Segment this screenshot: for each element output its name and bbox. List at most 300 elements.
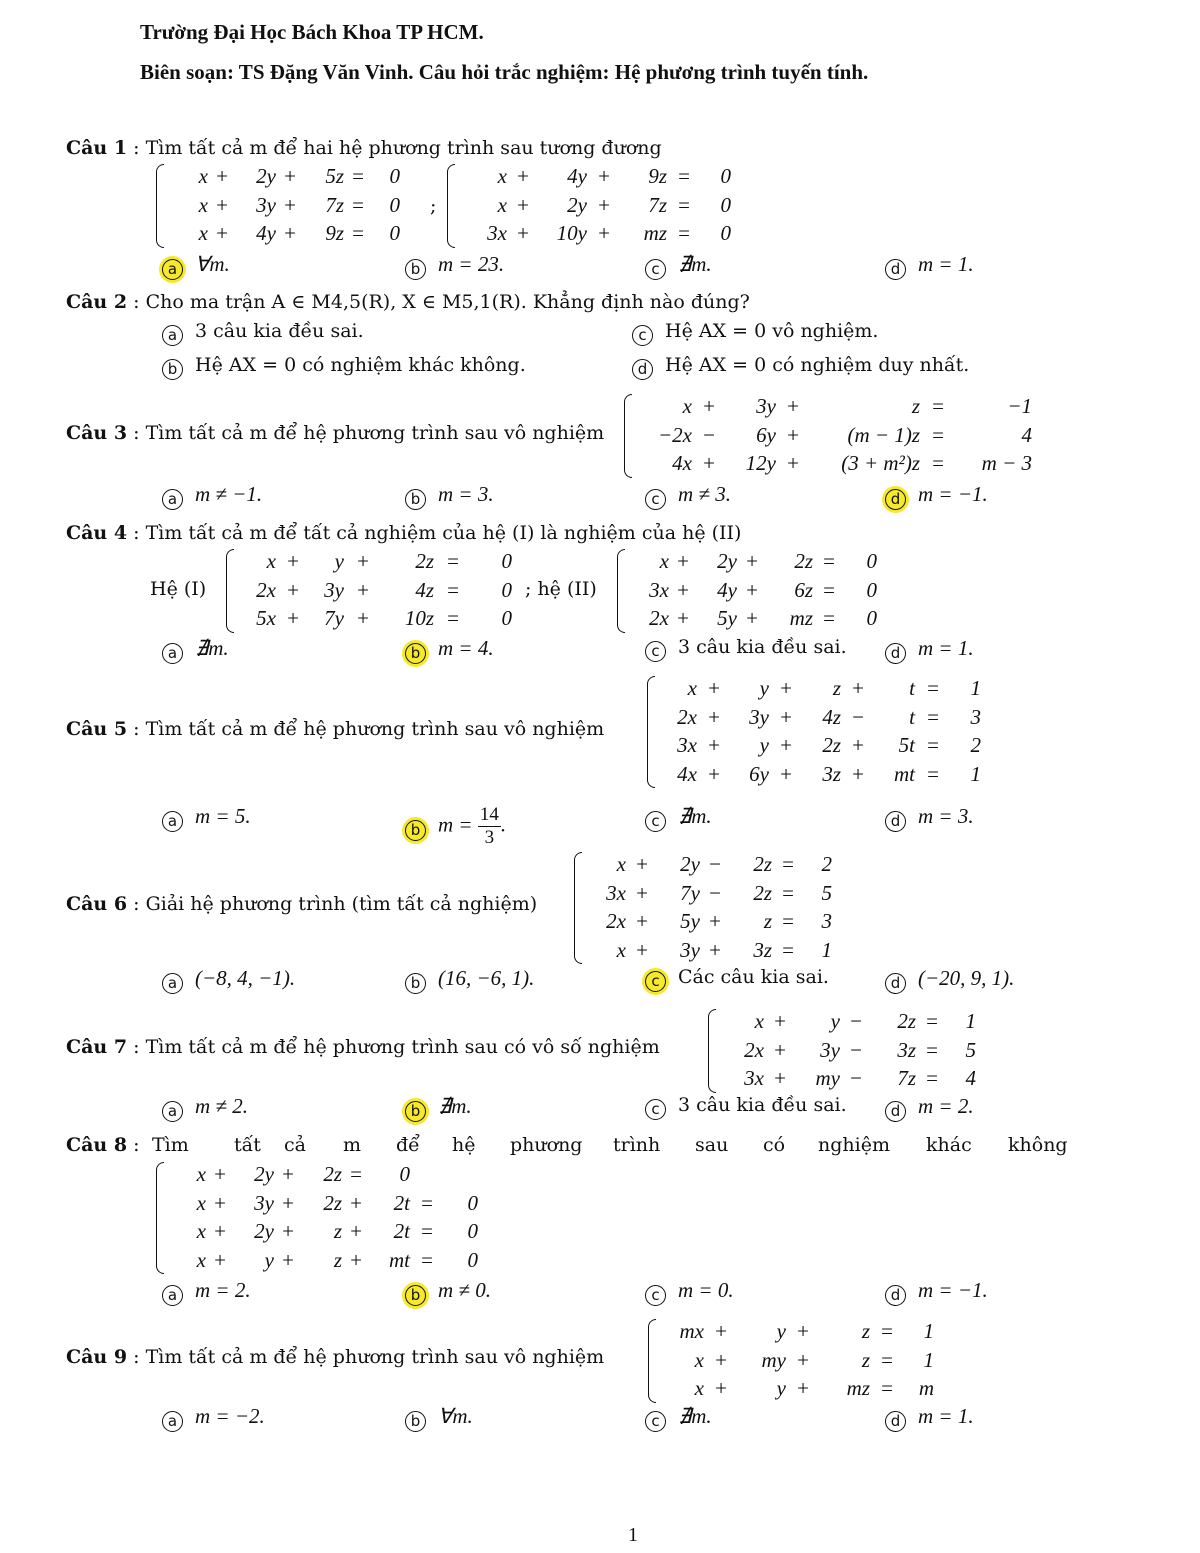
equation-term bbox=[444, 1160, 478, 1189]
equation-term: + bbox=[787, 394, 799, 419]
equation-term: = bbox=[678, 221, 690, 246]
equation-term: 2z bbox=[794, 549, 813, 574]
option-letter-a: a bbox=[162, 973, 183, 994]
equation-row bbox=[664, 1317, 934, 1346]
equation-row bbox=[724, 1064, 976, 1093]
equation-term: mt bbox=[389, 1247, 410, 1272]
equation-term: + bbox=[216, 164, 228, 189]
equation-term: (3 + m²)z bbox=[841, 451, 920, 476]
equation-term: −2x bbox=[658, 422, 692, 447]
question-prompt bbox=[66, 1036, 660, 1058]
option-letter-d: d bbox=[885, 973, 906, 994]
equation-term: + bbox=[282, 1219, 294, 1244]
equation-term: + bbox=[350, 1190, 362, 1215]
equation-term: 5 bbox=[821, 880, 832, 905]
equation-term: − bbox=[852, 704, 864, 729]
equation-term: 1 bbox=[821, 937, 832, 962]
equation-term: 0 bbox=[389, 192, 400, 217]
equation-term: 3 bbox=[821, 909, 832, 934]
equation-term: 2z bbox=[323, 1162, 342, 1187]
answer-option-a[interactable] bbox=[162, 1278, 251, 1306]
header-school: Trường Đại Học Bách Khoa TP HCM. bbox=[140, 20, 484, 44]
option-letter-a: a bbox=[162, 1411, 183, 1432]
option-text: (16, −6, 1). bbox=[438, 966, 535, 990]
equation-row bbox=[664, 1374, 934, 1403]
equation-term: 2x bbox=[256, 577, 276, 602]
answer-option-b[interactable] bbox=[405, 1094, 472, 1122]
equation-term: − bbox=[850, 1066, 862, 1091]
option-text: m = 0. bbox=[678, 1278, 734, 1302]
question-word: khác bbox=[926, 1134, 972, 1156]
equation-term: 3y bbox=[680, 937, 700, 962]
equation-term: = bbox=[823, 606, 835, 631]
equation-row bbox=[663, 674, 981, 703]
equation-row bbox=[172, 191, 400, 220]
answer-option-b[interactable] bbox=[405, 804, 506, 849]
option-letter-c: c bbox=[645, 641, 666, 662]
equation-term: = bbox=[447, 577, 459, 602]
option-text: m = 3. bbox=[438, 482, 494, 506]
question-word: nghiệm bbox=[818, 1134, 890, 1156]
question-word: để bbox=[396, 1134, 420, 1156]
option-letter-a: a bbox=[162, 325, 183, 346]
equation-term: + bbox=[780, 704, 792, 729]
equation-term: + bbox=[715, 1347, 727, 1372]
equation-term: + bbox=[797, 1347, 809, 1372]
equation-term: x bbox=[754, 1009, 764, 1034]
answer-option-a[interactable] bbox=[162, 1094, 248, 1122]
answer-option-a[interactable] bbox=[162, 966, 295, 994]
answer-option-c[interactable] bbox=[645, 482, 731, 510]
equation-system bbox=[463, 162, 731, 248]
equation-term: 12y bbox=[745, 451, 776, 476]
option-letter-a: a bbox=[162, 259, 183, 280]
equation-term: + bbox=[852, 676, 864, 701]
equation-term: + bbox=[282, 1190, 294, 1215]
answer-option-a[interactable] bbox=[162, 320, 364, 346]
equation-term: = bbox=[927, 733, 939, 758]
equation-term: 2y bbox=[256, 164, 276, 189]
equation-row bbox=[590, 907, 832, 936]
equation-term: + bbox=[677, 577, 689, 602]
answer-option-c[interactable] bbox=[645, 966, 829, 992]
system-label-I: Hệ (I) bbox=[150, 578, 207, 600]
system-separator: ; bbox=[430, 195, 437, 217]
equation-term: + bbox=[282, 1162, 294, 1187]
option-text: m = 2. bbox=[195, 1278, 251, 1302]
equation-system bbox=[663, 674, 981, 788]
equation-term: my bbox=[761, 1347, 786, 1372]
equation-term: 4z bbox=[822, 704, 841, 729]
equation-term: 2t bbox=[393, 1190, 410, 1215]
question-number: Câu 2 bbox=[66, 291, 128, 313]
system-brace bbox=[574, 852, 582, 964]
equation-term: x bbox=[687, 676, 697, 701]
fraction bbox=[478, 804, 501, 849]
equation-term: + bbox=[216, 221, 228, 246]
option-letter-c: c bbox=[645, 1411, 666, 1432]
option-text: m = 3. bbox=[918, 804, 974, 828]
option-text: m = 5. bbox=[195, 804, 251, 828]
answer-option-a[interactable] bbox=[162, 636, 229, 664]
equation-term: = bbox=[352, 192, 364, 217]
question-word: sau bbox=[695, 1134, 729, 1156]
answer-option-d[interactable] bbox=[885, 252, 974, 280]
equation-term: 5y bbox=[680, 909, 700, 934]
system-brace bbox=[226, 549, 234, 633]
question-text: : Giải hệ phương trình (tìm tất cả nghiệm) bbox=[127, 893, 538, 915]
equation-term: + bbox=[287, 549, 299, 574]
answer-option-b[interactable] bbox=[405, 1404, 473, 1432]
equation-term: + bbox=[797, 1376, 809, 1401]
equation-term: 0 bbox=[389, 221, 400, 246]
option-letter-c: c bbox=[645, 811, 666, 832]
question-number: Câu 1 bbox=[66, 137, 128, 159]
equation-system bbox=[724, 1007, 976, 1093]
answer-option-d[interactable] bbox=[885, 804, 974, 832]
option-text: ∄m. bbox=[195, 636, 229, 660]
equation-term: = bbox=[881, 1319, 893, 1344]
equation-term: + bbox=[780, 733, 792, 758]
equation-term: = bbox=[932, 422, 944, 447]
equation-term: 10z bbox=[404, 606, 434, 631]
equation-term: 0 bbox=[501, 549, 512, 574]
answer-option-b[interactable] bbox=[405, 482, 494, 510]
equation-term: + bbox=[787, 451, 799, 476]
equation-term: + bbox=[746, 606, 758, 631]
option-suffix: . bbox=[500, 812, 507, 837]
equation-term: + bbox=[284, 221, 296, 246]
equation-term: 3x bbox=[677, 733, 697, 758]
equation-term: + bbox=[284, 192, 296, 217]
option-text: m = −2. bbox=[195, 1404, 265, 1428]
equation-term: 3y bbox=[749, 704, 769, 729]
equation-row bbox=[172, 219, 400, 248]
answer-option-c[interactable] bbox=[645, 804, 712, 832]
option-letter-d: d bbox=[632, 359, 653, 380]
equation-term: x bbox=[682, 394, 692, 419]
equation-term: 4y bbox=[256, 221, 276, 246]
question-word: có bbox=[763, 1134, 786, 1156]
equation-term: 2z bbox=[415, 549, 434, 574]
equation-term: + bbox=[636, 852, 648, 877]
equation-row bbox=[663, 760, 981, 789]
system-brace bbox=[647, 676, 655, 788]
equation-term: 9z bbox=[648, 164, 667, 189]
equation-term: 3z bbox=[897, 1037, 916, 1062]
equation-term: 7z bbox=[325, 192, 344, 217]
equation-term: 0 bbox=[866, 606, 877, 631]
equation-term: = bbox=[881, 1347, 893, 1372]
equation-term: 1 bbox=[970, 676, 981, 701]
option-text: Hệ AX = 0 có nghiệm duy nhất. bbox=[665, 354, 970, 376]
answer-option-b[interactable] bbox=[405, 1278, 491, 1306]
question-prompt bbox=[66, 1134, 140, 1156]
answer-option-b[interactable] bbox=[405, 966, 534, 994]
option-letter-a: a bbox=[162, 489, 183, 510]
option-text: m ≠ 0. bbox=[438, 1278, 491, 1302]
equation-term: mt bbox=[894, 761, 915, 786]
equation-term: + bbox=[708, 761, 720, 786]
equation-term: x bbox=[497, 164, 507, 189]
option-text: ∄m. bbox=[678, 804, 712, 828]
equation-term: = bbox=[350, 1162, 362, 1187]
option-letter-b: b bbox=[405, 1411, 426, 1432]
equation-term: y bbox=[264, 1247, 274, 1272]
option-text: m = −1. bbox=[918, 482, 988, 506]
equation-term: y bbox=[830, 1009, 840, 1034]
equation-term: y bbox=[334, 549, 344, 574]
equation-term: 2y bbox=[680, 852, 700, 877]
question-number: Câu 5 bbox=[66, 718, 128, 740]
equation-term: = bbox=[881, 1376, 893, 1401]
equation-row bbox=[172, 1246, 478, 1275]
equation-term: = bbox=[782, 909, 794, 934]
equation-term: 3z bbox=[822, 761, 841, 786]
equation-term: 2t bbox=[393, 1219, 410, 1244]
option-letter-a: a bbox=[162, 643, 183, 664]
equation-term: − bbox=[850, 1009, 862, 1034]
equation-term: y bbox=[776, 1319, 786, 1344]
equation-term: 2x bbox=[649, 606, 669, 631]
equation-term: 5 bbox=[965, 1037, 976, 1062]
answer-option-d[interactable] bbox=[885, 966, 1014, 994]
equation-row bbox=[172, 1160, 478, 1189]
header-author: Biên soạn: TS Đặng Văn Vinh. Câu hỏi trắc nghiệm: Hệ phương trình tuyến tính. bbox=[140, 60, 869, 84]
system-brace bbox=[156, 1162, 164, 1274]
equation-term: 10y bbox=[556, 221, 587, 246]
equation-term: + bbox=[598, 221, 610, 246]
answer-option-b[interactable] bbox=[405, 252, 504, 280]
equation-row bbox=[590, 850, 832, 879]
equation-term: + bbox=[357, 577, 369, 602]
answer-option-b[interactable] bbox=[405, 636, 494, 664]
equation-row bbox=[463, 191, 731, 220]
equation-row bbox=[463, 219, 731, 248]
equation-term: mz bbox=[643, 221, 667, 246]
option-letter-b: b bbox=[405, 1285, 426, 1306]
equation-term: 0 bbox=[720, 192, 731, 217]
option-text: Các câu kia sai. bbox=[678, 966, 829, 988]
equation-row bbox=[640, 449, 1032, 478]
equation-term: + bbox=[598, 192, 610, 217]
equation-term: + bbox=[708, 704, 720, 729]
equation-term: 3y bbox=[256, 192, 276, 217]
option-text: ∄m. bbox=[678, 252, 712, 276]
option-text: m = 1. bbox=[918, 1404, 974, 1428]
question-number: Câu 3 bbox=[66, 422, 128, 444]
equation-term: 2z bbox=[897, 1009, 916, 1034]
equation-term: 0 bbox=[399, 1162, 410, 1187]
equation-term: x bbox=[198, 164, 208, 189]
question-prompt bbox=[66, 291, 750, 313]
option-letter-d: d bbox=[885, 1411, 906, 1432]
question-number: Câu 8 bbox=[66, 1134, 128, 1156]
equation-term: = bbox=[447, 606, 459, 631]
answer-option-d[interactable] bbox=[632, 354, 969, 380]
equation-term: = bbox=[352, 221, 364, 246]
answer-option-d[interactable] bbox=[885, 1404, 974, 1432]
equation-term: 6y bbox=[756, 422, 776, 447]
option-letter-b: b bbox=[405, 973, 426, 994]
question-number: Câu 4 bbox=[66, 522, 128, 544]
option-text: ∀m. bbox=[438, 1404, 473, 1428]
equation-term: + bbox=[746, 549, 758, 574]
option-text: m ≠ −1. bbox=[195, 482, 263, 506]
equation-row bbox=[633, 547, 877, 576]
equation-term: 4 bbox=[965, 1066, 976, 1091]
equation-term: + bbox=[703, 394, 715, 419]
equation-term: + bbox=[282, 1247, 294, 1272]
equation-term: 7z bbox=[648, 192, 667, 217]
equation-term: = bbox=[927, 676, 939, 701]
equation-term: + bbox=[677, 549, 689, 574]
equation-term: x bbox=[196, 1247, 206, 1272]
answer-option-c[interactable] bbox=[645, 1278, 734, 1306]
equation-term: + bbox=[774, 1037, 786, 1062]
answer-option-d[interactable] bbox=[885, 482, 988, 510]
equation-term: 2y bbox=[254, 1162, 274, 1187]
option-letter-b: b bbox=[405, 820, 426, 841]
equation-system bbox=[242, 547, 512, 633]
equation-term: 3y bbox=[254, 1190, 274, 1215]
equation-term: = bbox=[823, 549, 835, 574]
answer-option-b[interactable] bbox=[162, 354, 526, 380]
equation-term: = bbox=[782, 880, 794, 905]
equation-term: = bbox=[421, 1219, 433, 1244]
equation-term: + bbox=[350, 1219, 362, 1244]
option-letter-c: c bbox=[632, 325, 653, 346]
equation-term: + bbox=[284, 164, 296, 189]
system-brace bbox=[617, 549, 625, 633]
question-prompt bbox=[66, 422, 604, 444]
equation-term: 5z bbox=[325, 164, 344, 189]
equation-term: t bbox=[909, 704, 915, 729]
answer-option-a[interactable] bbox=[162, 804, 251, 832]
equation-term: −1 bbox=[1007, 394, 1032, 419]
equation-row bbox=[242, 576, 512, 605]
equation-term: 0 bbox=[389, 164, 400, 189]
equation-term: = bbox=[678, 164, 690, 189]
equation-term: + bbox=[517, 164, 529, 189]
question-number: Câu 6 bbox=[66, 893, 128, 915]
equation-term: 1 bbox=[923, 1347, 934, 1372]
option-text: m = 1. bbox=[918, 252, 974, 276]
option-text: m ≠ 2. bbox=[195, 1094, 248, 1118]
equation-term: + bbox=[709, 909, 721, 934]
equation-term: x bbox=[196, 1219, 206, 1244]
option-text: 3 câu kia đều sai. bbox=[678, 1094, 847, 1116]
equation-term: 2x bbox=[744, 1037, 764, 1062]
equation-term: + bbox=[357, 549, 369, 574]
answer-option-d[interactable] bbox=[885, 1094, 974, 1122]
option-text: 3 câu kia đều sai. bbox=[678, 636, 847, 658]
equation-term: t bbox=[909, 676, 915, 701]
equation-row bbox=[724, 1036, 976, 1065]
answer-option-c[interactable] bbox=[645, 1094, 847, 1120]
equation-term: = bbox=[421, 1247, 433, 1272]
answer-option-d[interactable] bbox=[885, 1278, 988, 1306]
equation-term: x bbox=[198, 221, 208, 246]
equation-row bbox=[640, 392, 1032, 421]
equation-term: x bbox=[616, 852, 626, 877]
answer-option-a[interactable] bbox=[162, 482, 262, 510]
option-text: Hệ AX = 0 có nghiệm khác không. bbox=[195, 354, 526, 376]
equation-term: m bbox=[918, 1376, 934, 1401]
equation-term: = bbox=[927, 761, 939, 786]
equation-term: − bbox=[709, 880, 721, 905]
question-word: tất bbox=[234, 1134, 261, 1156]
equation-term: − bbox=[709, 852, 721, 877]
answer-option-c[interactable] bbox=[645, 252, 712, 280]
equation-row bbox=[640, 421, 1032, 450]
answer-option-a[interactable] bbox=[162, 1404, 265, 1432]
answer-option-c[interactable] bbox=[632, 320, 878, 346]
option-letter-d: d bbox=[885, 811, 906, 832]
equation-row bbox=[463, 162, 731, 191]
question-text: : Tìm tất cả m để hệ phương trình sau vô nghiệm bbox=[127, 1346, 605, 1368]
equation-term: y bbox=[759, 733, 769, 758]
equation-system bbox=[633, 547, 877, 633]
option-text: (−20, 9, 1). bbox=[918, 966, 1015, 990]
equation-row bbox=[242, 547, 512, 576]
answer-option-c[interactable] bbox=[645, 636, 847, 662]
equation-term: mx bbox=[679, 1319, 704, 1344]
equation-term: + bbox=[746, 577, 758, 602]
equation-term: 7y bbox=[324, 606, 344, 631]
equation-term: 3y bbox=[820, 1037, 840, 1062]
equation-term: my bbox=[815, 1066, 840, 1091]
answer-option-d[interactable] bbox=[885, 636, 974, 664]
equation-term: + bbox=[708, 733, 720, 758]
option-text: ∄m. bbox=[438, 1094, 472, 1118]
equation-term: 2 bbox=[821, 852, 832, 877]
equation-term: 3y bbox=[756, 394, 776, 419]
equation-term: y bbox=[759, 676, 769, 701]
equation-term: = bbox=[926, 1009, 938, 1034]
equation-term: 5x bbox=[256, 606, 276, 631]
equation-term: 2 bbox=[970, 733, 981, 758]
equation-term: + bbox=[709, 937, 721, 962]
equation-term: 4 bbox=[1021, 422, 1032, 447]
equation-term: + bbox=[214, 1219, 226, 1244]
equation-term: = bbox=[678, 192, 690, 217]
option-letter-b: b bbox=[405, 259, 426, 280]
equation-term: 1 bbox=[965, 1009, 976, 1034]
option-letter-b: b bbox=[405, 643, 426, 664]
equation-term: 0 bbox=[467, 1247, 478, 1272]
option-letter-d: d bbox=[885, 259, 906, 280]
equation-term: + bbox=[774, 1009, 786, 1034]
equation-term: 2y bbox=[567, 192, 587, 217]
equation-row bbox=[172, 162, 400, 191]
equation-term: + bbox=[517, 192, 529, 217]
equation-system bbox=[172, 1160, 478, 1274]
answer-option-a[interactable] bbox=[162, 252, 230, 280]
equation-term: 6z bbox=[794, 577, 813, 602]
equation-term: 2z bbox=[753, 880, 772, 905]
equation-term: 2y bbox=[254, 1219, 274, 1244]
equation-term: 0 bbox=[866, 549, 877, 574]
option-letter-d: d bbox=[885, 643, 906, 664]
question-text: : Tìm tất cả m để hệ phương trình sau vô nghiệm bbox=[127, 718, 605, 740]
question-text: : Tìm tất cả m để hai hệ phương trình sau tương đương bbox=[127, 137, 662, 159]
equation-term: x bbox=[196, 1190, 206, 1215]
question-prompt bbox=[66, 718, 604, 740]
answer-option-c[interactable] bbox=[645, 1404, 712, 1432]
equation-term: + bbox=[780, 676, 792, 701]
equation-term: + bbox=[715, 1376, 727, 1401]
